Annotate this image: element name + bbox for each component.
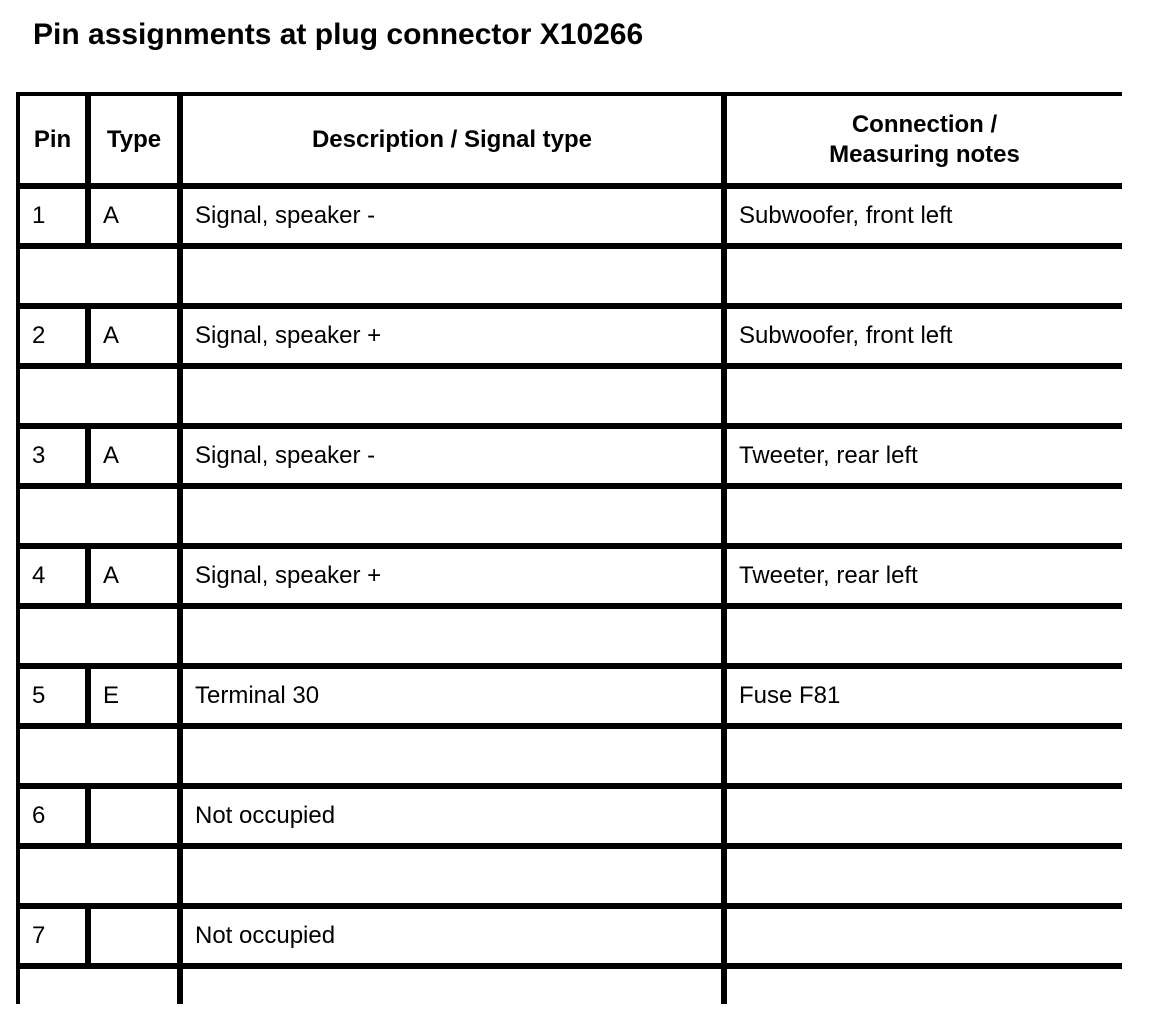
blank-cell <box>20 609 177 663</box>
cell-type: E <box>91 669 177 723</box>
cell-description: Signal, speaker - <box>183 429 721 483</box>
blank-cell <box>727 249 1122 303</box>
page-title: Pin assignments at plug connector X10266 <box>33 18 644 51</box>
blank-cell <box>727 729 1122 783</box>
header-type: Type <box>91 96 177 183</box>
cell-pin: 7 <box>20 909 85 963</box>
cell-description: Terminal 30 <box>183 669 721 723</box>
blank-cell <box>727 969 1122 1023</box>
blank-cell <box>20 849 177 903</box>
cell-pin: 6 <box>20 789 85 843</box>
blank-cell <box>183 609 721 663</box>
blank-cell <box>20 969 177 1023</box>
cell-pin: 4 <box>20 549 85 603</box>
blank-cell <box>20 369 177 423</box>
header-description: Description / Signal type <box>183 96 721 183</box>
blank-cell <box>183 849 721 903</box>
blank-cell <box>183 369 721 423</box>
cell-description: Not occupied <box>183 909 721 963</box>
cell-type <box>91 789 177 843</box>
cell-connection: Subwoofer, front left <box>727 309 1122 363</box>
cell-pin: 1 <box>20 189 85 243</box>
cell-description: Signal, speaker + <box>183 549 721 603</box>
cell-type: A <box>91 309 177 363</box>
blank-cell <box>727 849 1122 903</box>
cell-description: Signal, speaker - <box>183 189 721 243</box>
blank-cell <box>727 489 1122 543</box>
pin-assignment-table <box>16 92 1122 1004</box>
cell-type: A <box>91 189 177 243</box>
cell-connection: Subwoofer, front left <box>727 189 1122 243</box>
header-connection-line2: Measuring notes <box>829 140 1020 168</box>
blank-cell <box>183 729 721 783</box>
blank-cell <box>20 729 177 783</box>
cell-pin: 3 <box>20 429 85 483</box>
header-connection <box>727 96 1122 183</box>
cell-connection: Fuse F81 <box>727 669 1122 723</box>
header-pin: Pin <box>20 96 85 183</box>
blank-cell <box>183 969 721 1023</box>
cell-connection: Tweeter, rear left <box>727 429 1122 483</box>
blank-cell <box>727 369 1122 423</box>
cell-connection: Tweeter, rear left <box>727 549 1122 603</box>
cell-type: A <box>91 549 177 603</box>
header-connection-line1: Connection / <box>851 110 998 138</box>
cell-type <box>91 909 177 963</box>
cell-type: A <box>91 429 177 483</box>
blank-cell <box>183 489 721 543</box>
cell-pin: 5 <box>20 669 85 723</box>
blank-cell <box>20 489 177 543</box>
cell-connection <box>727 789 1122 843</box>
cell-pin: 2 <box>20 309 85 363</box>
blank-cell <box>20 249 177 303</box>
blank-cell <box>727 609 1122 663</box>
cell-description: Not occupied <box>183 789 721 843</box>
cell-connection <box>727 909 1122 963</box>
cell-description: Signal, speaker + <box>183 309 721 363</box>
blank-cell <box>183 249 721 303</box>
